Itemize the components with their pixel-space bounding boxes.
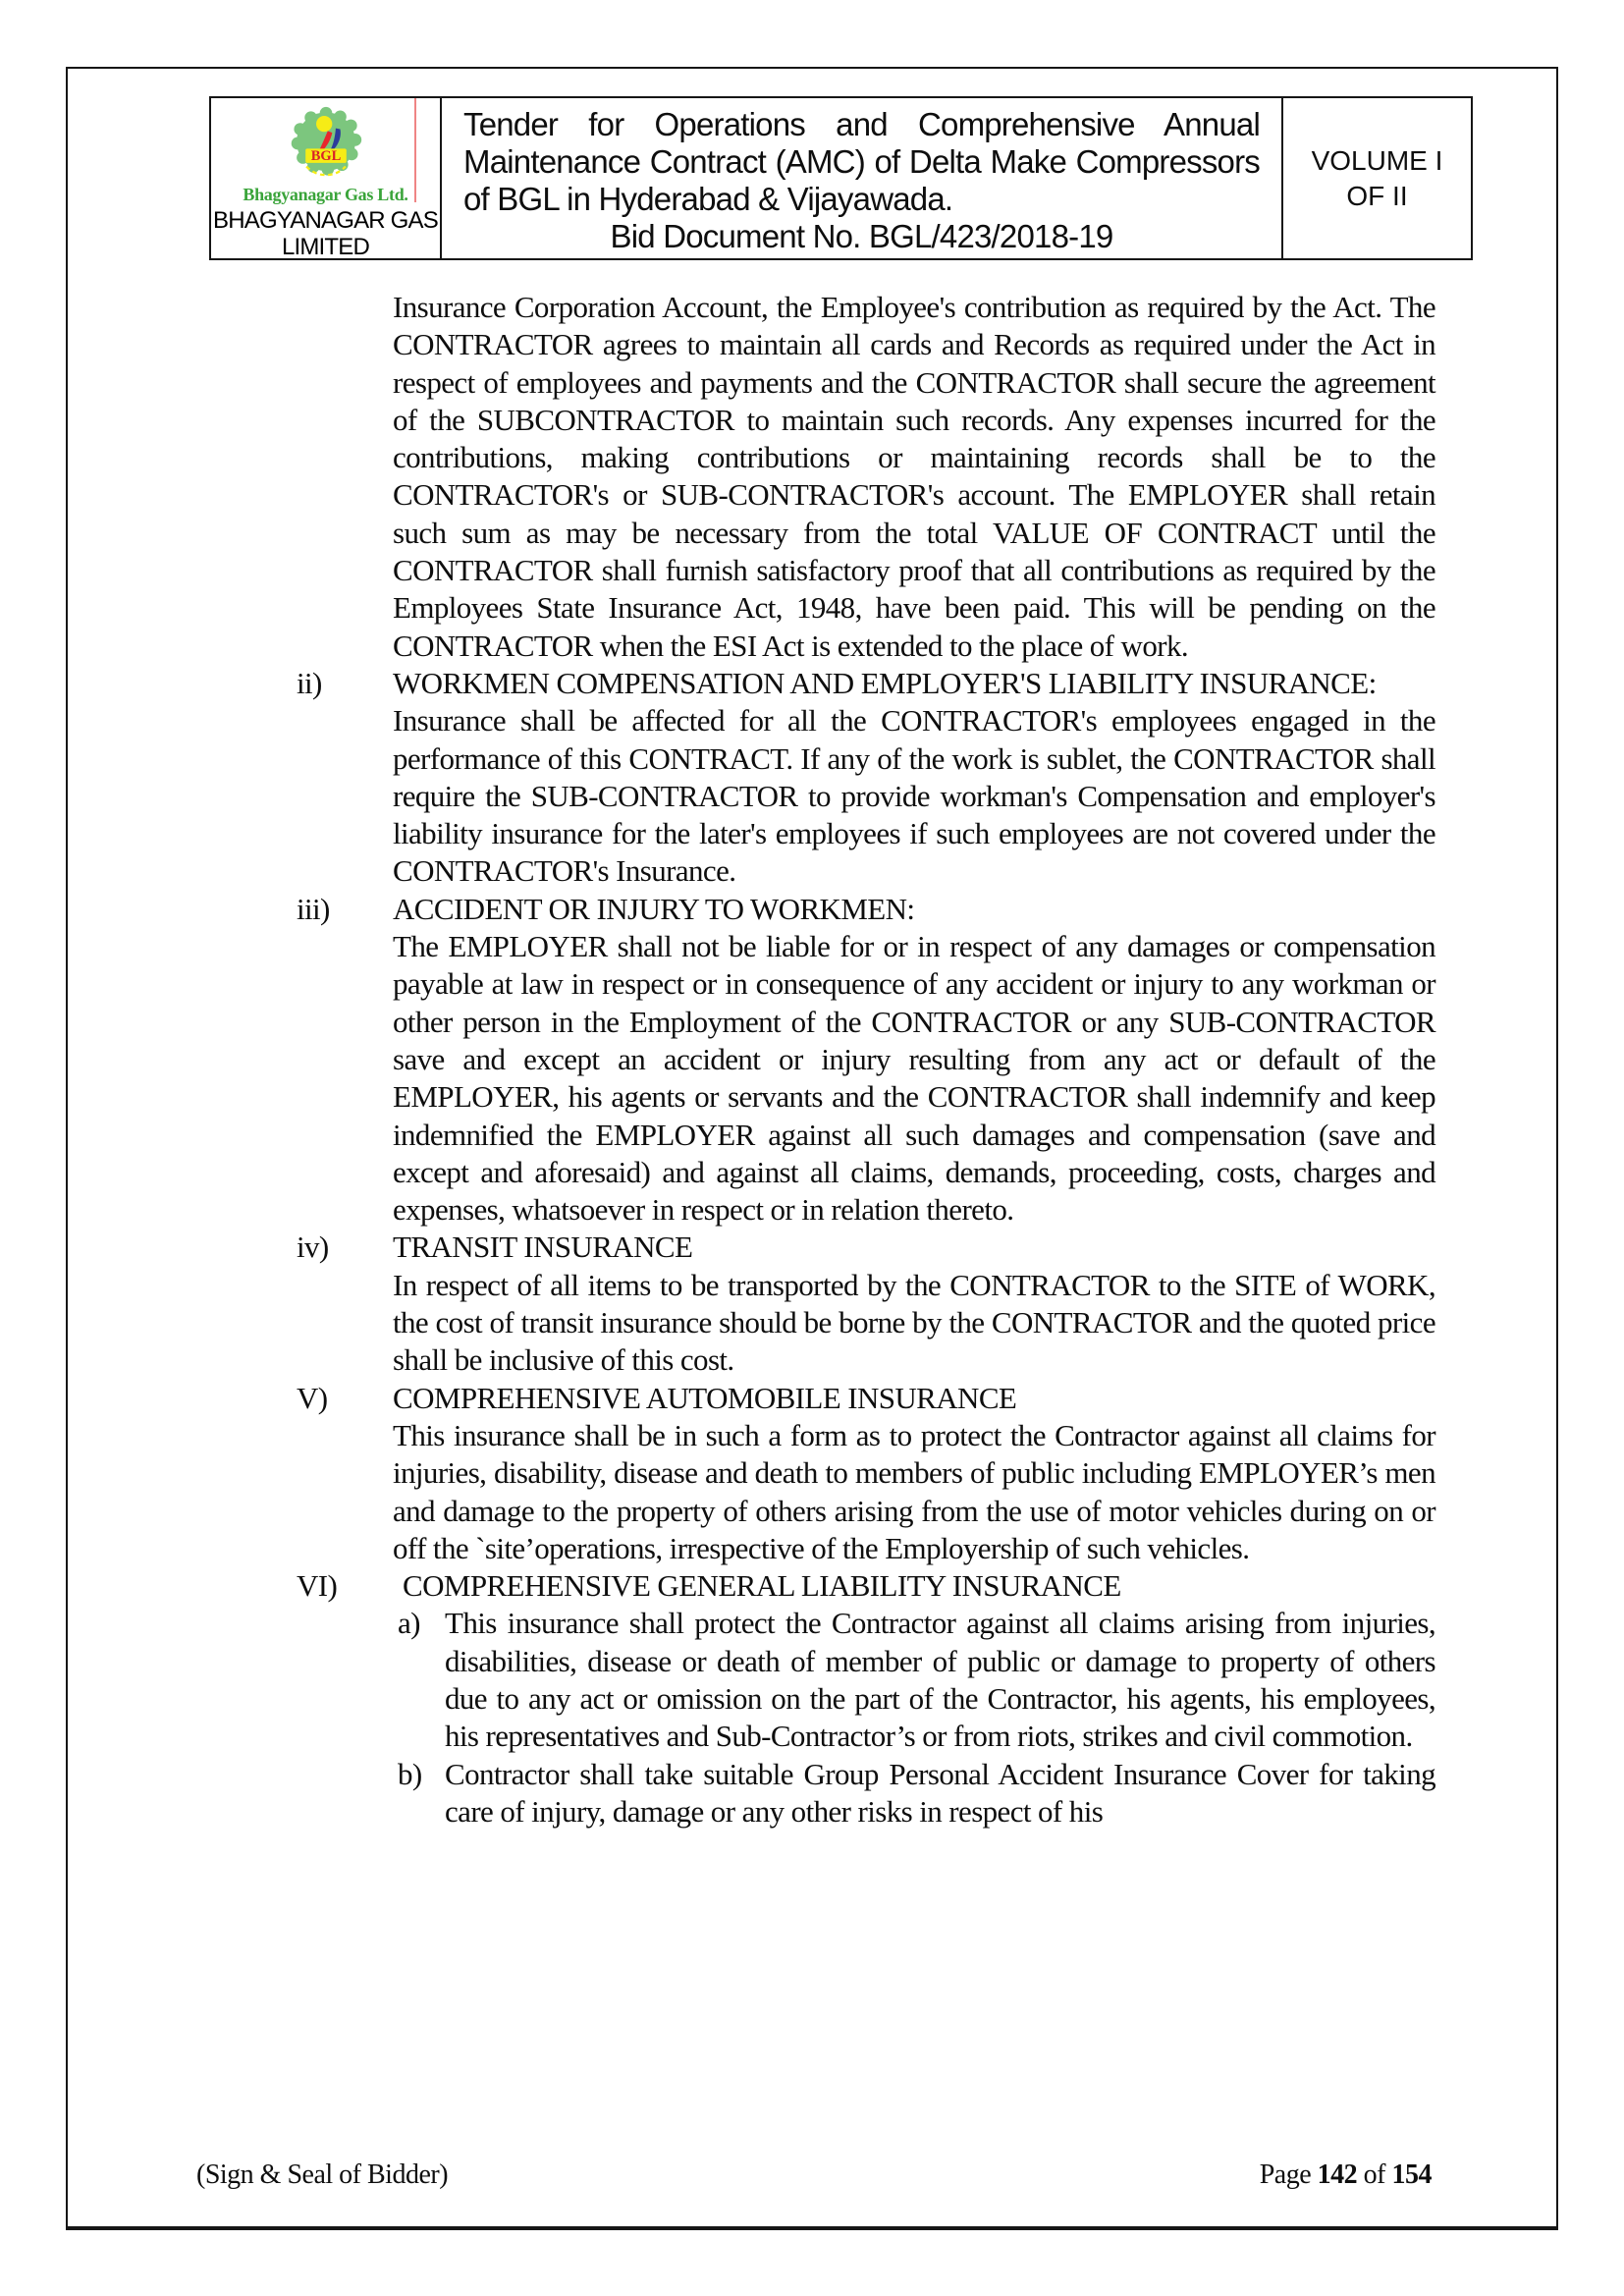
page-footer — [196, 2159, 1432, 2192]
section-v — [297, 1380, 1435, 1567]
section-intro — [297, 289, 1435, 665]
section-paragraph: The EMPLOYER shall not be liable for or in respect of any damages or compensation payable at law in respect or in consequence of any accident or injury to any workman or other person in the Employment of the CONTRACTOR or any SUB-CONTRACTOR save and except an accident or injury resulting from any act or default of the EMPLOYER, his agents or servants and the CONTRACTOR shall indemnify and keep indemnified the EMPLOYER against all such damages and compensation (save and except and aforesaid) and against all claims, demands, proceeding, costs, charges and expenses, whatsoever in respect or in relation thereto. — [393, 929, 1435, 1228]
section-paragraph: Insurance shall be affected for all the CONTRACTOR's employees engaged in the performance of this CONTRACT. If any of the work is sublet, the CONTRACTOR shall require the SUB-CONTRACTOR to provide workman's Compensation and employer's liability insurance for the later's employees if such employees are not covered under the CONTRACTOR's Insurance. — [393, 703, 1435, 889]
section-ii — [297, 665, 1435, 891]
subitem-paragraph: This insurance shall protect the Contractor against all claims arising from injuries, disabilities, disease or death of member of public or damage to property of others due to any act or omission on the part of the Contractor, his agents, his employees, his representatives and Sub-Contractor’s or from riots, strikes and civil commotion. — [445, 1606, 1435, 1754]
section-label: V) — [297, 1380, 328, 1415]
subitem-paragraph: Contractor shall take suitable Group Personal Accident Insurance Cover for taking care of injury, damage or any other risks in respect of his — [445, 1756, 1435, 1829]
section-label: iv) — [297, 1230, 329, 1265]
section-vi — [297, 1567, 1435, 1831]
title-cell — [440, 98, 1283, 258]
subitem-b — [393, 1756, 1435, 1831]
section-label: VI) — [297, 1568, 338, 1604]
section-paragraph: Insurance Corporation Account, the Employee's contribution as required by the Act. The CONTRACTOR agrees to maintain all cards and Records as required under the Act in respect of employees and payments and the CONTRACTOR shall secure the agreement of the SUBCONTRACTOR to maintain such records. Any expenses incurred for the contributions, making contributions or maintaining records shall be to the CONTRACTOR's or SUB-CONTRACTOR's account. The EMPLOYER shall retain such sum as may be necessary from the total VALUE OF CONTRACT until the CONTRACTOR shall furnish satisfactory proof that all contributions as required by the Employees State Insurance Act, 1948, have been paid. This will be pending on the CONTRACTOR when the ESI Act is extended to the place of work. — [393, 290, 1435, 663]
page-number — [1260, 2159, 1432, 2192]
company-name: BHAGYANAGAR GAS LIMITED — [213, 207, 438, 260]
tender-title: Tender for Operations and Comprehensive Annual Maintenance Contract (AMC) of Delta Make Compressors of BGL in Hyderabad & Vijayawada. — [463, 106, 1260, 217]
document-body — [297, 289, 1435, 1831]
sign-seal-note: (Sign & Seal of Bidder) — [196, 2159, 449, 2190]
section-label: ii) — [297, 665, 322, 700]
section-iv — [297, 1229, 1435, 1379]
bgl-logo — [281, 106, 371, 181]
section-paragraph: In respect of all items to be transported by the CONTRACTOR to the SITE of WORK, the cost of transit insurance should be borne by the CONTRACTOR and the quoted price shall be inclusive of this cost. — [393, 1267, 1435, 1378]
subitem-a — [393, 1605, 1435, 1755]
section-heading: COMPREHENSIVE GENERAL LIABILITY INSURANCE — [403, 1568, 1121, 1604]
logo-subtitle: Bhagyanagar Gas Ltd. — [243, 185, 408, 204]
section-heading: COMPREHENSIVE AUTOMOBILE INSURANCE — [393, 1380, 1017, 1415]
section-label: iii) — [297, 891, 330, 926]
volume-line-2: OF II — [1346, 180, 1408, 211]
page-total: 154 — [1391, 2159, 1432, 2190]
bid-document-number: Bid Document No. BGL/423/2018-19 — [610, 218, 1113, 254]
subitem-label: b) — [398, 1756, 422, 1791]
svg-text:BGL: BGL — [310, 148, 341, 165]
section-label — [297, 289, 393, 665]
of-label: of — [1363, 2159, 1385, 2190]
red-divider-line — [414, 98, 416, 202]
header-table — [209, 96, 1473, 260]
volume-line-1: VOLUME I — [1311, 144, 1443, 176]
volume-cell — [1283, 98, 1471, 258]
section-heading: ACCIDENT OR INJURY TO WORKMEN: — [393, 891, 915, 926]
subitem-label: a) — [398, 1606, 420, 1641]
section-heading: WORKMEN COMPENSATION AND EMPLOYER'S LIABILITY INSURANCE: — [393, 665, 1377, 700]
section-heading: TRANSIT INSURANCE — [393, 1230, 693, 1265]
page-label: Page — [1259, 2159, 1312, 2190]
section-iii — [297, 891, 1435, 1230]
logo-cell — [211, 98, 440, 258]
section-paragraph: This insurance shall be in such a form as to protect the Contractor against all claims for injuries, disability, disease and death to members of public including EMPLOYER’s men and damage to the property of others arising from the use of motor vehicles during on or off the `site’operations, irrespective of the Employership of such vehicles. — [393, 1417, 1435, 1565]
page-current: 142 — [1317, 2159, 1358, 2190]
